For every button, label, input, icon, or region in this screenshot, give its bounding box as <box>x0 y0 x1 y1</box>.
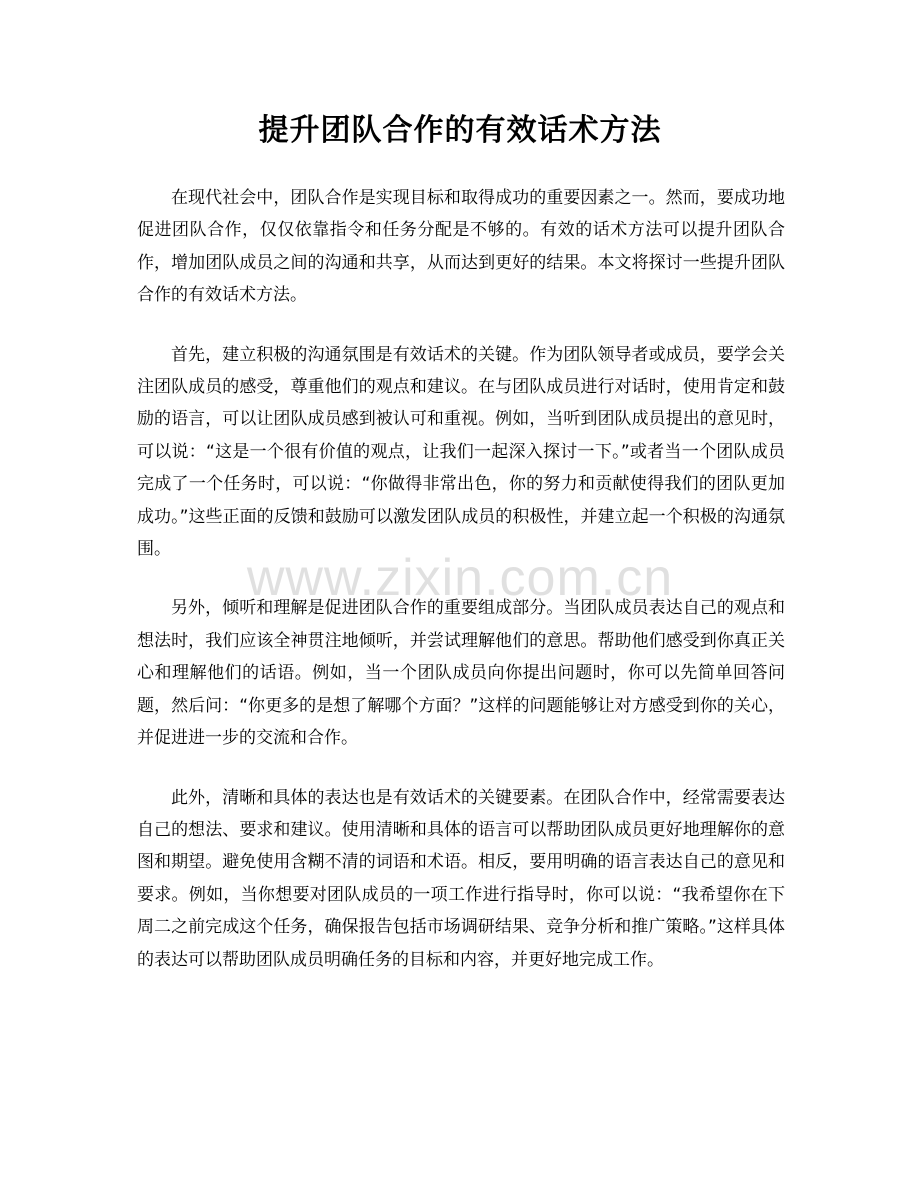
paragraph-3: 另外，倾听和理解是促进团队合作的重要组成部分。当团队成员表达自己的观点和想法时，我们应该全神贯注地倾听，并尝试理解他们的意思。帮助他们感受到你真正关心和理解他们的话语。例如，当一个团队成员向你提出问题时，你可以先简单回答问题，然后问：“你更多的是想了解哪个方面？”这样的问题能够让对方感受到你的关心，并促进进一步的交流和合作。 <box>137 598 785 749</box>
paragraph-4: 此外，清晰和具体的表达也是有效话术的关键要素。在团队合作中，经常需要表达自己的想法、要求和建议。使用清晰和具体的语言可以帮助团队成员更好地理解你的意图和期望。避免使用含糊不清的词语和术语。相反，要用明确的语言表达自己的意见和要求。例如，当你想要对团队成员的一项工作进行指导时，你可以说：“我希望你在下周二之前完成这个任务，确保报告包括市场调研结果、竞争分析和推广策略。”这样具体的表达可以帮助团队成员明确任务的目标和内容，并更好地完成工作。 <box>137 787 785 970</box>
paragraph-1: 在现代社会中，团队合作是实现目标和取得成功的重要因素之一。然而，要成功地促进团队合作，仅仅依靠指令和任务分配是不够的。有效的话术方法可以提升团队合作，增加团队成员之间的沟通和共享，从而达到更好的结果。本文将探讨一些提升团队合作的有效话术方法。 <box>137 188 785 306</box>
watermark: www.zixin.com.cn <box>246 549 674 607</box>
paragraph-2: 首先，建立积极的沟通氛围是有效话术的关键。作为团队领导者或成员，要学会关注团队成员的感受，尊重他们的观点和建议。在与团队成员进行对话时，使用肯定和鼓励的语言，可以让团队成员感到被认可和重视。例如，当听到团队成员提出的意见时，可以说：“这是一个很有价值的观点，让我们一起深入探讨一下。”或者当一个团队成员完成了一个任务时，可以说：“你做得非常出色，你的努力和贡献使得我们的团队更加成功。”这些正面的反馈和鼓励可以激发团队成员的积极性，并建立起一个积极的沟通氛围。 <box>137 344 785 560</box>
document-title: 提升团队合作的有效话术方法 <box>258 113 662 148</box>
document-body <box>137 182 785 1003</box>
